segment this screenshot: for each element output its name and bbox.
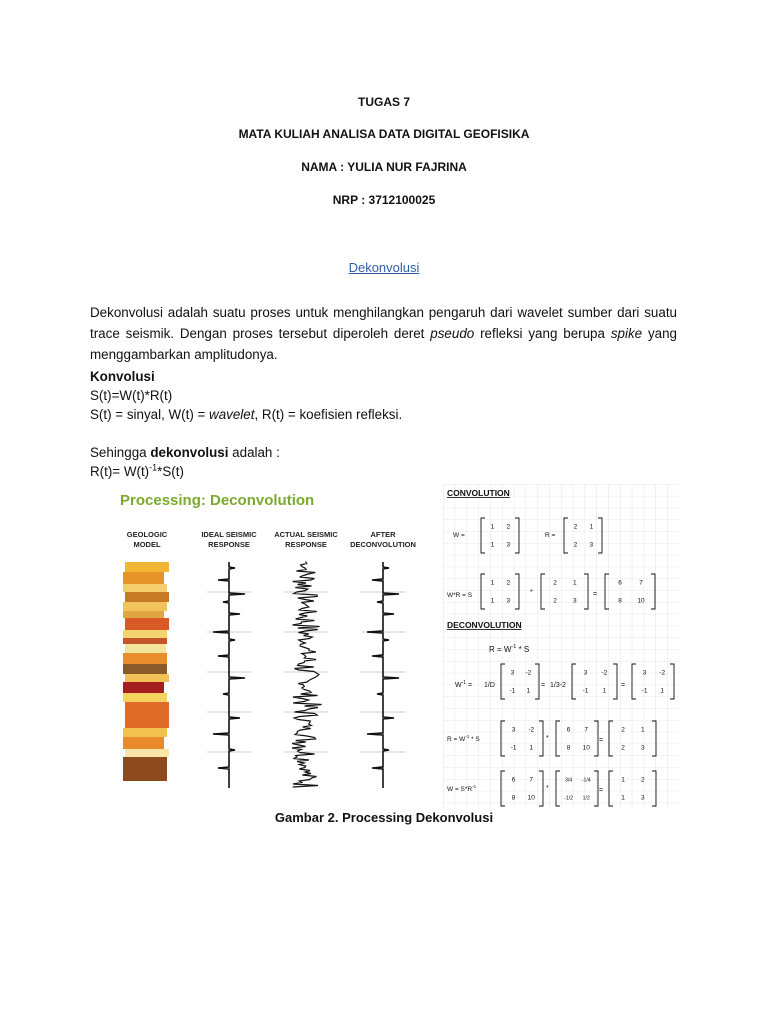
matrix-cell: 1 (573, 579, 577, 587)
matrix-cell: 1/2 (582, 795, 590, 802)
dekonvolusi-lead: Sehingga dekonvolusi adalah : (90, 445, 280, 460)
matrix-cell: 8 (618, 597, 622, 605)
matrix-cell: 1 (490, 597, 495, 605)
student-name: NAMA : YULIA NUR FAJRINA (301, 160, 467, 174)
matrix-cell: 2 (641, 776, 645, 784)
matrix-cell: 1 (490, 523, 495, 531)
intro-paragraph: Dekonvolusi adalah suatu proses untuk menghilangkan pengaruh dari wavelet sumber dari suatu trace seismik. Dengan proses tersebut diperoleh deret pseudo refleksi yang berupa spike yang menggambarkan amplitudonya. (90, 305, 677, 362)
geologic-layer (123, 611, 164, 618)
matrix-cell: 3 (573, 597, 577, 605)
col-label-actual-2: RESPONSE (285, 540, 327, 549)
matrix-cell: 3 (642, 669, 647, 677)
deconvolution-title: DECONVOLUTION (447, 620, 522, 630)
one-over-value: 1/3-2 (550, 682, 566, 689)
equals-1: = (593, 591, 598, 598)
geologic-layer (123, 737, 164, 749)
figure-caption: Gambar 2. Processing Dekonvolusi (274, 810, 494, 825)
figure-title: Processing: Deconvolution (120, 492, 315, 509)
matrix-cell: 3 (506, 597, 511, 605)
konvolusi-definition: S(t) = sinyal, W(t) = wavelet, R(t) = koefisien refleksi. (90, 407, 403, 422)
matrix-cell: -2 (601, 669, 608, 677)
matrix-cell: 2 (573, 541, 578, 549)
r-label: R = (545, 532, 556, 539)
col-label-after-2: DECONVOLUTION (350, 540, 416, 549)
matrix-cell: 8 (566, 744, 571, 752)
geologic-layer (125, 749, 169, 757)
matrix-cell: 1 (660, 687, 665, 695)
wsr-label: $W = S*R^{-1}$ (447, 784, 477, 793)
matrix-cell: 3 (641, 744, 645, 752)
equals-5: = (599, 787, 604, 794)
dekonvolusi-formula: $R(t)= W(t)^{-1}*S(t)$ (90, 462, 184, 479)
matrix-cell: 1 (589, 523, 594, 531)
matrix-cell: 1 (621, 776, 625, 784)
matrix-cell: 3 (510, 669, 515, 677)
matrix-cell: 2 (621, 726, 625, 734)
equals-3: = (621, 682, 626, 689)
matrix-cell: 1 (526, 687, 531, 695)
geologic-layer (123, 630, 167, 638)
col-label-geologic-2: MODEL (133, 540, 161, 549)
geologic-layer (123, 757, 167, 781)
matrix-cell: -1 (510, 744, 517, 752)
konvolusi-heading: Konvolusi (90, 369, 155, 384)
matrix-cell: 1 (602, 687, 607, 695)
matrix-cell: 10 (637, 597, 645, 605)
assignment-title: TUGAS 7 (357, 95, 410, 109)
matrix-cell: 2 (506, 579, 511, 587)
times-3: * (546, 785, 549, 792)
col-label-actual-1: ACTUAL SEISMIC (274, 530, 338, 539)
section-title: Dekonvolusi (348, 260, 420, 275)
geologic-layer (123, 693, 167, 702)
geologic-layer (125, 618, 169, 630)
geologic-layer (123, 664, 167, 674)
col-label-after-1: AFTER (370, 530, 396, 539)
geologic-layer (125, 702, 169, 728)
times-2: * (546, 735, 549, 742)
matrix-cell: 1 (490, 579, 495, 587)
deconvolution-figure (90, 482, 440, 807)
geologic-layer (125, 644, 166, 653)
geologic-layer (125, 592, 169, 602)
matrix-cell: 3 (506, 541, 511, 549)
matrix-cell: -1 (509, 687, 516, 695)
matrix-cell: -2 (659, 669, 666, 677)
geologic-layer (123, 653, 167, 664)
matrix-cell: -2 (525, 669, 532, 677)
matrix-cell: 3 (583, 669, 588, 677)
matrix-cell: 1 (641, 726, 645, 734)
geologic-layer (125, 674, 169, 682)
wr-label: W*R = S (447, 592, 473, 599)
winv-label: $W^{-1}$ = (455, 680, 473, 689)
one-over-d: 1/D (484, 682, 495, 689)
matrix-cell: -1 (641, 687, 648, 695)
w-label: W = (453, 532, 465, 539)
times-1: * (530, 589, 533, 596)
matrix-cell: 2 (553, 579, 557, 587)
equals-2: = (541, 682, 546, 689)
matrix-cell: 10 (527, 794, 535, 802)
matrix-cell: 2 (506, 523, 511, 531)
matrix-cell: 6 (566, 726, 571, 734)
matrix-cell: 1 (490, 541, 495, 549)
matrix-cell: 7 (529, 776, 534, 784)
geologic-layer (123, 682, 164, 693)
matrix-cell: 1 (529, 744, 534, 752)
student-nrp: NRP : 3712100025 (332, 193, 436, 207)
matrix-cell: -1/2 (564, 795, 574, 802)
col-label-ideal-2: RESPONSE (208, 540, 250, 549)
matrix-cell: 3 (589, 541, 594, 549)
matrix-figure (443, 484, 679, 808)
matrix-cell: -1/4 (581, 777, 591, 784)
matrix-cell: 2 (553, 597, 557, 605)
matrix-cell: 6 (511, 776, 516, 784)
matrix-cell: 2 (621, 744, 625, 752)
col-label-geologic-1: GEOLOGIC (126, 530, 168, 539)
course-title: MATA KULIAH ANALISA DATA DIGITAL GEOFISIKA (238, 127, 530, 141)
matrix-cell: 10 (582, 744, 590, 752)
matrix-cell: 3 (641, 794, 645, 802)
matrix-cell: 8 (511, 794, 516, 802)
matrix-cell: 7 (584, 726, 589, 734)
matrix-cell: -1 (582, 687, 589, 695)
rws-label: $R = W^{-1} * S$ (447, 734, 480, 743)
geologic-layer (125, 562, 169, 572)
convolution-title: CONVOLUTION (447, 488, 510, 498)
matrix-cell: -2 (528, 726, 535, 734)
geologic-layer (123, 602, 167, 611)
r-equation: $R = W^{-1} * S$ (489, 644, 530, 654)
geologic-layer (123, 572, 164, 584)
matrix-cell: 7 (639, 579, 643, 587)
geologic-layer (123, 638, 167, 644)
matrix-cell: 2 (573, 523, 578, 531)
matrix-cell: 1 (621, 794, 625, 802)
geologic-layer (123, 728, 167, 737)
equals-4: = (599, 737, 604, 744)
matrix-cell: 3 (511, 726, 516, 734)
matrix-cell: 3/4 (564, 777, 573, 784)
col-label-ideal-1: IDEAL SEISMIC (201, 530, 257, 539)
konvolusi-formula: S(t)=W(t)*R(t) (90, 388, 173, 403)
geologic-model-column (123, 562, 169, 781)
geologic-layer (123, 584, 167, 592)
matrix-cell: 6 (618, 579, 622, 587)
